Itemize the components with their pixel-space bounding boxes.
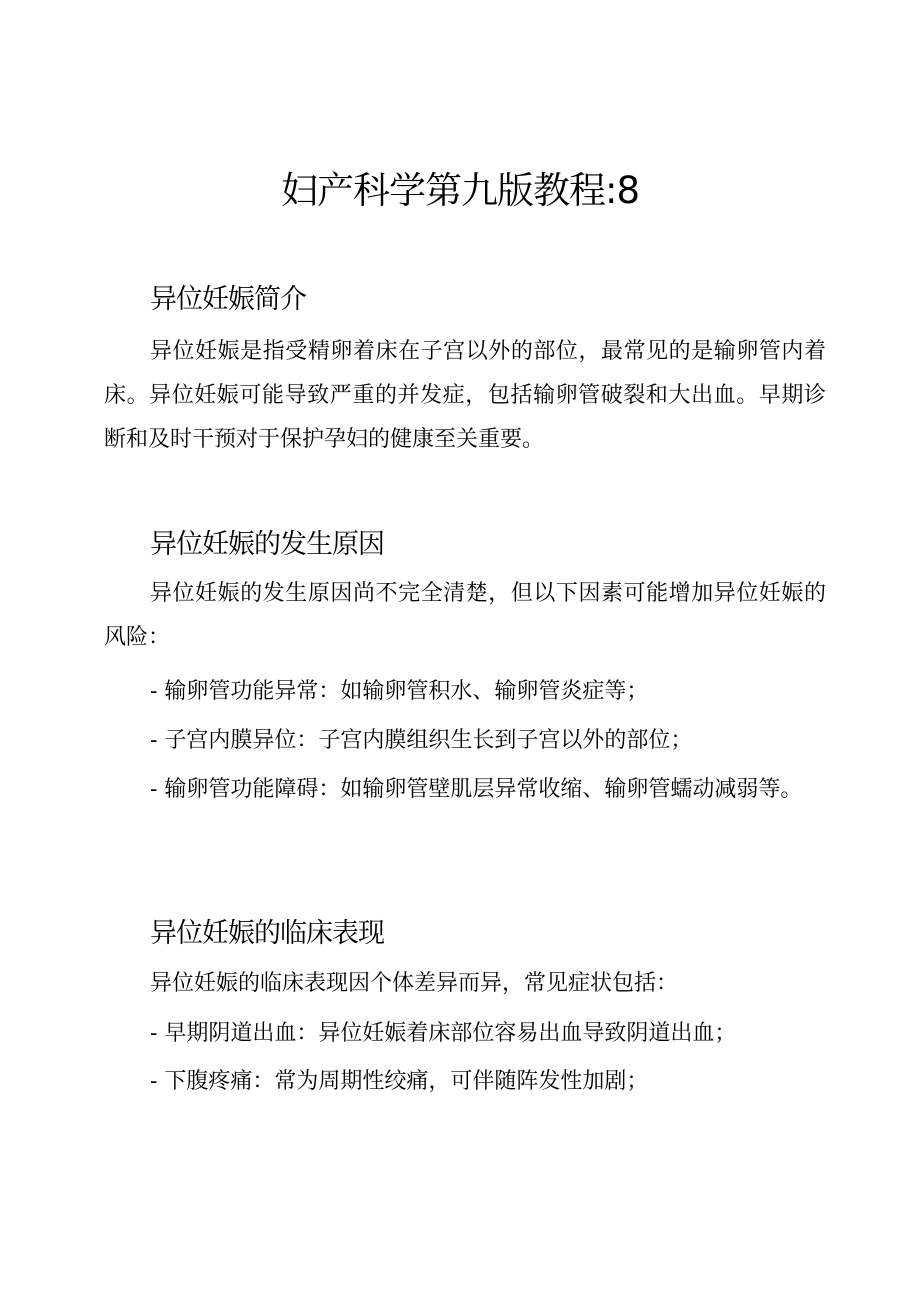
list-item: - 输卵管功能障碍：如输卵管壁肌层异常收缩、输卵管蠕动减弱等。 [150, 777, 803, 802]
list-item: - 输卵管功能异常：如输卵管积水、输卵管炎症等； [150, 679, 649, 704]
section-paragraph-clinical-manifestations: 异位妊娠的临床表现因个体差异而异，常见症状包括： [150, 971, 679, 996]
section-heading-causes: 异位妊娠的发生原因 [150, 529, 384, 560]
section-heading-introduction: 异位妊娠简介 [150, 284, 306, 315]
section-paragraph-causes: 异位妊娠的发生原因尚不完全清楚，但以下因素可能增加异位妊娠的风险： [104, 581, 826, 650]
list-item: - 早期阴道出血：异位妊娠着床部位容易出血导致阴道出血； [150, 1021, 737, 1046]
document-title: 妇产科学第九版教程:8 [280, 169, 639, 212]
section-heading-clinical-manifestations: 异位妊娠的临床表现 [150, 918, 384, 949]
list-item: - 下腹疼痛：常为周期性绞痛，可伴随阵发性加剧； [150, 1069, 649, 1094]
section-paragraph-introduction: 异位妊娠是指受精卵着床在子宫以外的部位，最常见的是输卵管内着床。异位妊娠可能导致严重的并发症，包括输卵管破裂和大出血。早期诊断和及时干预对于保护孕妇的健康至关重要。 [104, 339, 826, 452]
list-item: - 子宫内膜异位：子宫内膜组织生长到子宫以外的部位； [150, 728, 693, 753]
